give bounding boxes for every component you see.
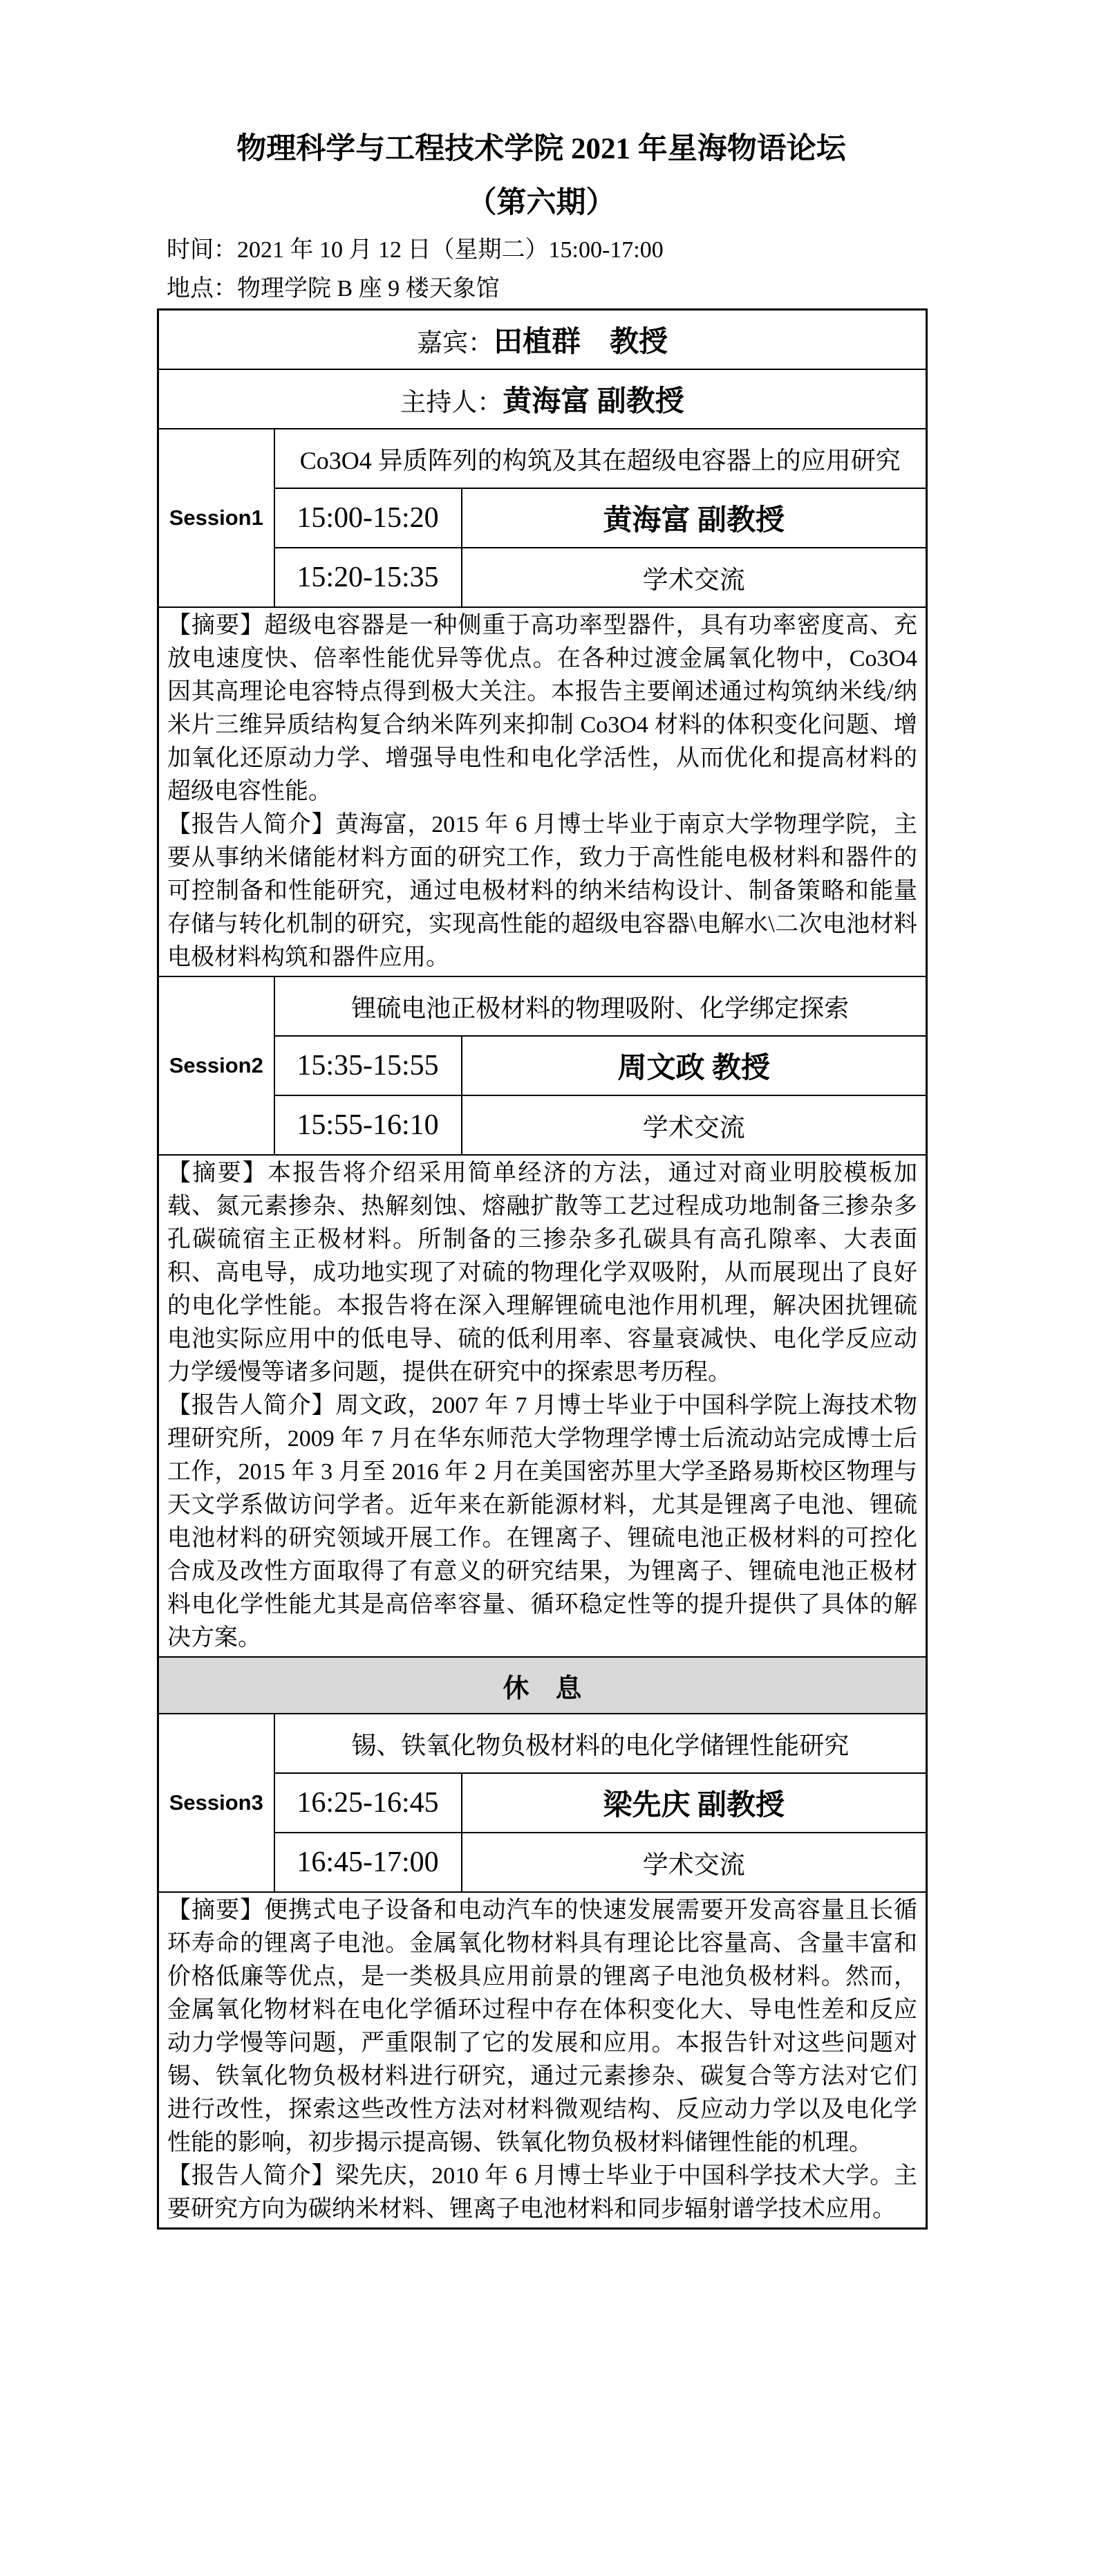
session2-bio-text: 【报告人简介】周文政，2007 年 7 月博士毕业于中国科学院上海技术物理研究所，2009 年 7 月在华东师范大学物理学博士后流动站完成博士后工作，2015 年 3 月至 2016 年 2 月在美国密苏里大学圣路易斯校区物理与天文学系做访问学者。近年来在新能源材料，尤其是锂离子电池、锂硫电池材料的研究领域开展工作。在锂离子、锂硫电池正极材料的可控化合成及改性方面取得了有意义的研究结果，为锂离子、锂硫电池正极材料电化学性能尤其是高倍率容量、循环稳定性等的提升提供了具体的解决方案。 bbox=[167, 1393, 918, 1651]
guest-cell bbox=[158, 310, 927, 370]
document-page bbox=[157, 131, 926, 2230]
guest-name: 田植群 教授 bbox=[494, 326, 668, 358]
break-label: 休 息 bbox=[158, 1657, 927, 1714]
session2-title-row bbox=[158, 976, 927, 1036]
guest-row bbox=[158, 310, 927, 370]
session3-abstract-text: 【摘要】便携式电子设备和电动汽车的快速发展需要开发高容量且长循环寿命的锂离子电池。金属氧化物材料具有理论比容量高、含量丰富和价格低廉等优点，是一类极具应用前景的锂离子电池负极材料。然而，金属氧化物材料在电化学循环过程中存在体积变化大、导电性差和反应动力学慢等问题，严重限制了它的发展和应用。本报告针对这些问题对锡、铁氧化物负极材料进行研究，通过元素掺杂、碳复合等方法对它们进行改性，探索这些改性方法对材料微观结构、反应动力学以及电化学性能的影响，初步揭示提高锡、铁氧化物负极材料储锂性能的机理。 bbox=[167, 1898, 918, 2156]
page-title: 物理科学与工程技术学院 2021 年星海物语论坛 bbox=[236, 133, 846, 165]
session3-abstract-cell bbox=[158, 1892, 927, 2229]
break-row bbox=[158, 1657, 927, 1714]
session3-exchange: 学术交流 bbox=[462, 1833, 927, 1892]
host-name: 黄海富 副教授 bbox=[503, 386, 684, 418]
session3-label: Session3 bbox=[158, 1714, 274, 1892]
session3-abstract-row bbox=[158, 1892, 927, 2229]
session3-time-1: 16:25-16:45 bbox=[274, 1773, 462, 1833]
session3-title-row bbox=[158, 1714, 927, 1773]
page-subtitle: （第六期） bbox=[467, 187, 616, 219]
session1-time-2: 15:20-15:35 bbox=[274, 548, 462, 607]
session1-time-1: 15:00-15:20 bbox=[274, 488, 462, 548]
session3-speaker: 梁先庆 副教授 bbox=[462, 1773, 927, 1833]
session2-time-2: 15:55-16:10 bbox=[274, 1095, 462, 1155]
host-label: 主持人： bbox=[400, 389, 503, 417]
session1-talk-title: Co3O4 异质阵列的构筑及其在超级电容器上的应用研究 bbox=[274, 429, 927, 488]
session1-title-row bbox=[158, 429, 927, 488]
time-line: 时间：2021 年 10 月 12 日（星期二）15:00-17:00 bbox=[167, 237, 664, 263]
session1-abstract-text: 【摘要】超级电容器是一种侧重于高功率型器件，具有功率密度高、充放电速度快、倍率性能优异等优点。在各种过渡金属氧化物中，Co3O4 因其高理论电容特点得到极大关注。本报告主要阐述通过构筑纳米线/纳米片三维异质结构复合纳米阵列来抑制 Co3O4 材料的体积变化问题、增加氧化还原动力学、增强导电性和电化学活性，从而优化和提高材料的超级电容性能。 bbox=[167, 613, 918, 804]
host-cell bbox=[158, 369, 927, 429]
session2-label: Session2 bbox=[158, 976, 274, 1155]
session2-speaker: 周文政 教授 bbox=[462, 1036, 927, 1095]
session1-exchange: 学术交流 bbox=[462, 548, 927, 607]
session2-abstract-row bbox=[158, 1155, 927, 1657]
session1-label: Session1 bbox=[158, 429, 274, 607]
session1-abstract-cell bbox=[158, 607, 927, 976]
session3-talk-title: 锡、铁氧化物负极材料的电化学储锂性能研究 bbox=[274, 1714, 927, 1773]
session1-speaker: 黄海富 副教授 bbox=[462, 488, 927, 548]
session2-talk-title: 锂硫电池正极材料的物理吸附、化学绑定探索 bbox=[274, 976, 927, 1036]
session2-abstract-text: 【摘要】本报告将介绍采用简单经济的方法，通过对商业明胶模板加载、氮元素掺杂、热解刻蚀、熔融扩散等工艺过程成功地制备三掺杂多孔碳硫宿主正极材料。所制备的三掺杂多孔碳具有高孔隙率、大表面积、高电导，成功地实现了对硫的物理化学双吸附，从而展现出了良好的电化学性能。本报告将在深入理解锂硫电池作用机理，解决困扰锂硫电池实际应用中的低电导、硫的低利用率、容量衰减快、电化学反应动力学缓慢等诸多问题，提供在研究中的探索思考历程。 bbox=[167, 1160, 918, 1385]
session3-bio-text: 【报告人简介】梁先庆，2010 年 6 月博士毕业于中国科学技术大学。主要研究方向为碳纳米材料、锂离子电池材料和同步辐射谱学技术应用。 bbox=[167, 2163, 918, 2222]
session1-abstract-row bbox=[158, 607, 927, 976]
session3-time-2: 16:45-17:00 bbox=[274, 1833, 462, 1892]
session2-abstract-cell bbox=[158, 1155, 927, 1657]
schedule-table bbox=[157, 308, 928, 2230]
session2-time-1: 15:35-15:55 bbox=[274, 1036, 462, 1095]
location-line: 地点：物理学院 B 座 9 楼天象馆 bbox=[167, 276, 500, 302]
session1-bio-text: 【报告人简介】黄海富，2015 年 6 月博士毕业于南京大学物理学院，主要从事纳米储能材料方面的研究工作，致力于高性能电极材料和器件的可控制备和性能研究，通过电极材料的纳米结构设计、制备策略和能量存储与转化机制的研究，实现高性能的超级电容器\电解水\二次电池材料电极材料构筑和器件应用。 bbox=[167, 812, 918, 970]
host-row bbox=[158, 369, 927, 429]
guest-label: 嘉宾： bbox=[417, 329, 494, 358]
session2-exchange: 学术交流 bbox=[462, 1095, 927, 1155]
